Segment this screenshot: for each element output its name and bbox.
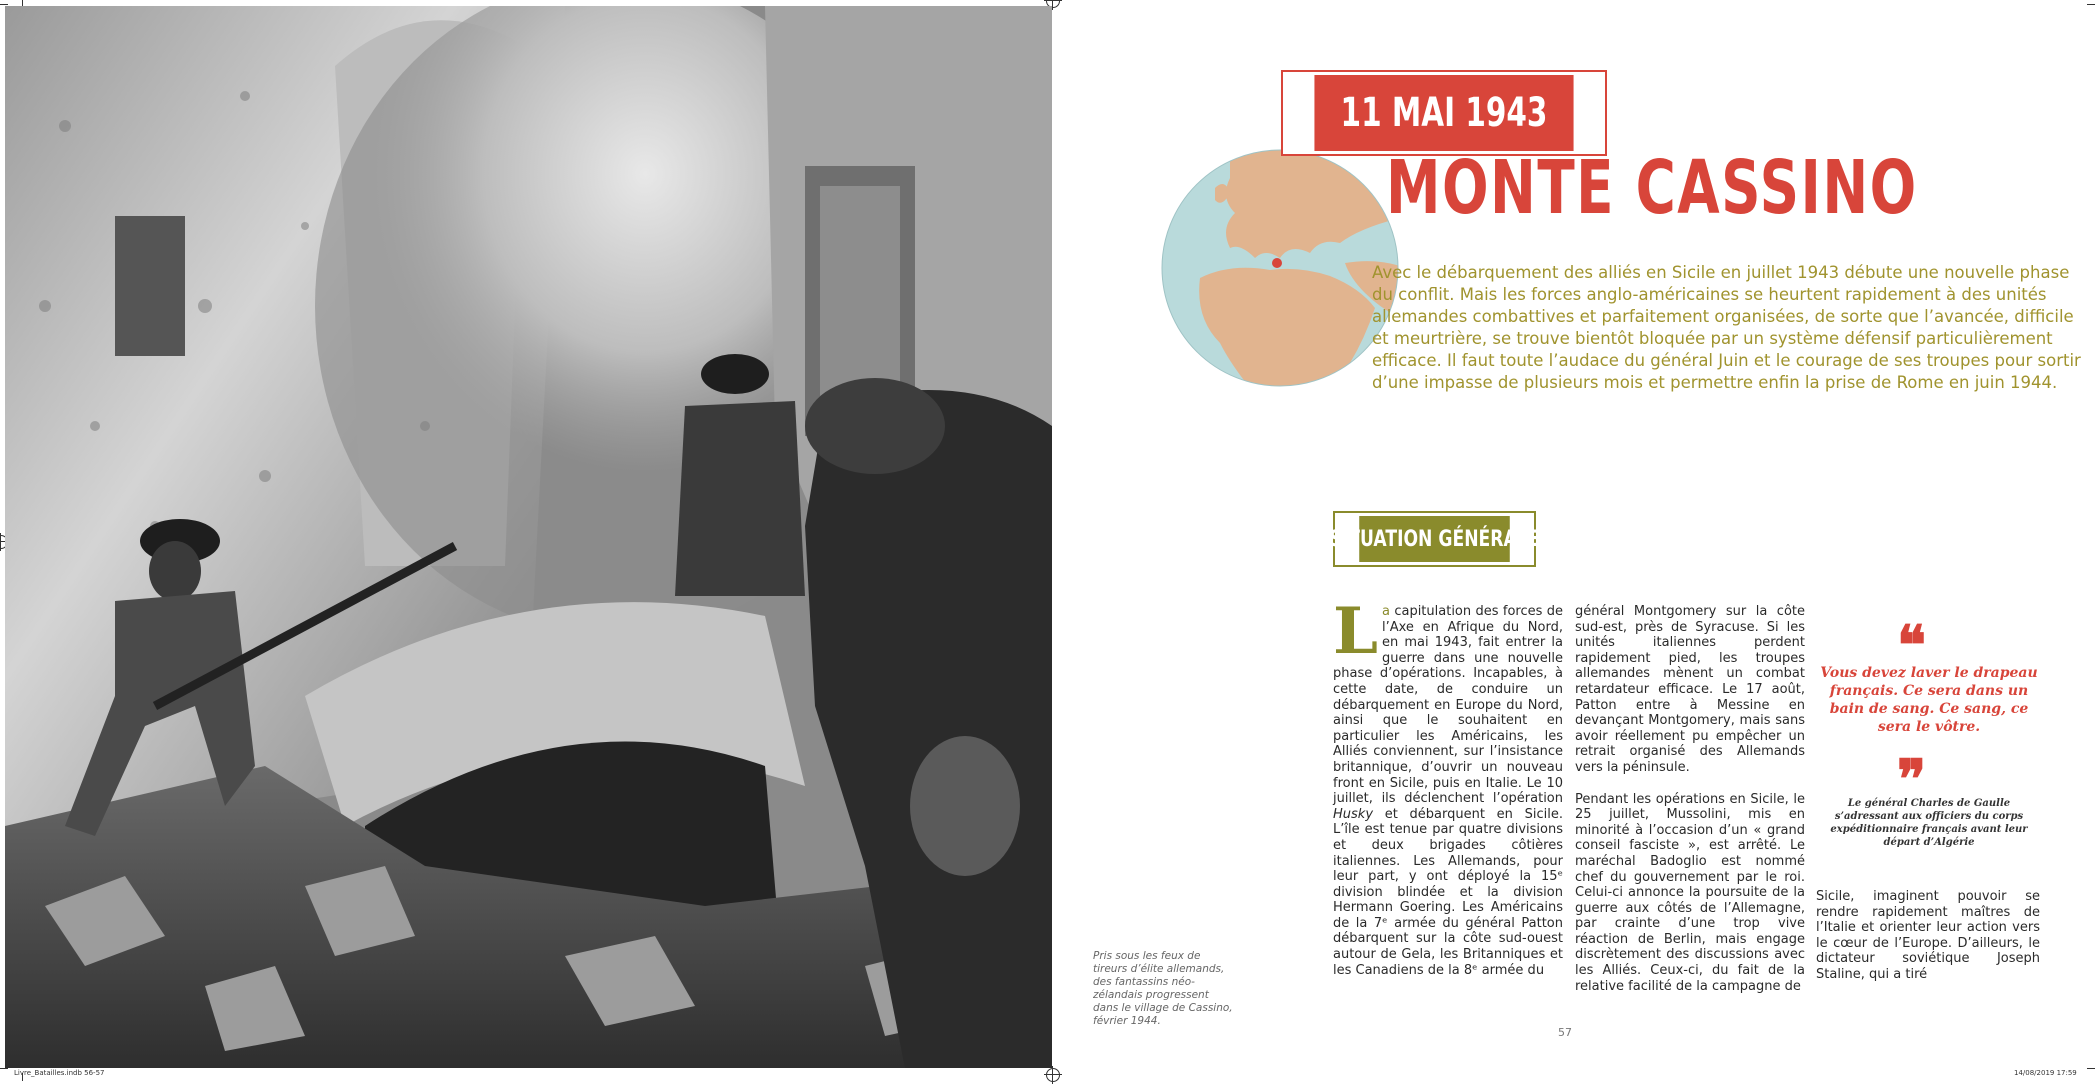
intro-line: allemandes combattives et parfaitement organisées, de sorte que l’avancée, difficile: [1372, 307, 2074, 326]
wwii-soldiers-ruins-photo: [5, 6, 1052, 1068]
page-title: MONTE CASSINO: [1386, 145, 1918, 231]
intro-line: Avec le débarquement des alliés en Sicile en juillet 1943 débute une nouvelle phase: [1372, 263, 2070, 282]
photo-illustration: [5, 6, 1052, 1068]
close-quote-icon: ❞: [1897, 747, 1927, 811]
print-slug-left: Livre_Batailles.indb 56-57: [14, 1069, 105, 1077]
intro-line: d’une impasse de plusieurs mois et permettre enfin la prise de Rome en juin 1944.: [1372, 373, 2058, 392]
page-number: 57: [1558, 1026, 1572, 1039]
monte-cassino-marker-icon: [1272, 258, 1282, 268]
section-heading: [1329, 511, 1540, 567]
body-column-3: [1816, 889, 2040, 999]
intro-line: et meurtrière, se trouve bientôt bloquée par un système défensif particulièrement: [1372, 329, 2053, 348]
registration-mark-icon: [1046, 1068, 1060, 1082]
intro-line: efficace. Il faut toute l’audace du général Juin et le courage de ses troupes pour sortir: [1372, 351, 2081, 370]
pull-quote: Vous devez laver le drapeau français. Ce sera dans un bain de sang. Ce sang, ce sera le vôtre.: [1820, 665, 2038, 735]
operation-name: Husky: [1333, 806, 1374, 822]
crop-mark: [2087, 1068, 2095, 1069]
crop-mark: [0, 1068, 8, 1069]
intro-paragraph: [1372, 262, 2081, 394]
date-label: 11 MAI 1943: [1314, 75, 1573, 151]
crop-mark: [2087, 4, 2095, 5]
globe-map: [1160, 148, 1400, 388]
globe-europe-africa-illustration: [1160, 148, 1400, 388]
body-text: capitulation des forces de l’Axe en Afrique du Nord, en mai 1943, fait entrer la guerre dans une nouvelle phase d’opérations. Incapables, à cette date, de conduire un débarquement en Europe du Nord, ainsi que le souhaitent en particulier les Américains, les Alliés conviennent, sur l’insistance britannique, d’ouvrir un nouveau front en Sicile, puis en Italie. Le 10 juillet, ils déclenchent l’opération: [1333, 604, 1563, 807]
body-paragraph: Pendant les opérations en Sicile, le 25 juillet, Mussolini, mis en minorité à l’occasion d’un « grand conseil fasciste », est arrêté. Le maréchal Badoglio est nommé chef du gouvernement par le roi. Celui-ci annonce la poursuite de la guerre aux côtés de l’Allemagne, par crainte d’une trop vive réaction de Berlin, mais engage discrètement des discussions avec les Alliés. Ceux-ci, du fait de la relative facilité de la campagne de: [1575, 791, 1805, 994]
drop-cap-continuation: a: [1382, 604, 1390, 619]
drop-cap: L: [1333, 594, 1378, 669]
body-paragraph: général Montgomery sur la côte sud-est, près de Syracuse. Si les unités italiennes perdent rapidement pied, les troupes allemandes mènent un combat retardateur efficace. Le 17 août, Patton entre à Messine en devançant Montgomery, mais sans avoir réellement pu empêcher un retrait organisé des Allemands vers la péninsule.: [1575, 604, 1805, 775]
body-paragraph: Sicile, imaginent pouvoir se rendre rapidement maîtres de l’Italie et orienter leur action vers le cœur de l’Europe. D’ailleurs, le dictateur soviétique Joseph Staline, qui a tiré: [1816, 889, 2040, 982]
intro-line: du conflit. Mais les forces anglo-américaines se heurtent rapidement à des unités: [1372, 285, 2047, 304]
body-column-1: [1333, 594, 1563, 994]
photo-caption: Pris sous les feux de tireurs d’élite allemands, des fantassins néo-zélandais progressent dans le village de Cassino, février 1944.: [1093, 950, 1233, 1027]
body-paragraph: [1333, 594, 1563, 978]
body-column-2: [1575, 604, 1805, 1010]
section-heading-label: SITUATION GÉNÉRALE: [1359, 516, 1510, 562]
print-slug-right: 14/08/2019 17:59: [2014, 1069, 2077, 1077]
open-quote-icon: ❝: [1897, 613, 1927, 677]
quote-attribution: Le général Charles de Gaulle s’adressant aux officiers du corps expéditionnaire français avant leur départ d’Algérie: [1830, 798, 2028, 848]
date-banner: [1281, 70, 1607, 156]
body-text: et débarquent en Sicile. L’île est tenue par quatre divisions et deux brigades côtières italiennes. Les Allemands, pour leur part, y ont déployé la 15ᵉ division blindée et la division Hermann Goering. Les Américains de la 7ᵉ armée du général Patton débarquent sur la côte sud-ouest autour de Gela, les Britanniques et les Canadiens de la 8ᵉ armée du: [1333, 806, 1563, 978]
crop-mark: [0, 4, 8, 5]
